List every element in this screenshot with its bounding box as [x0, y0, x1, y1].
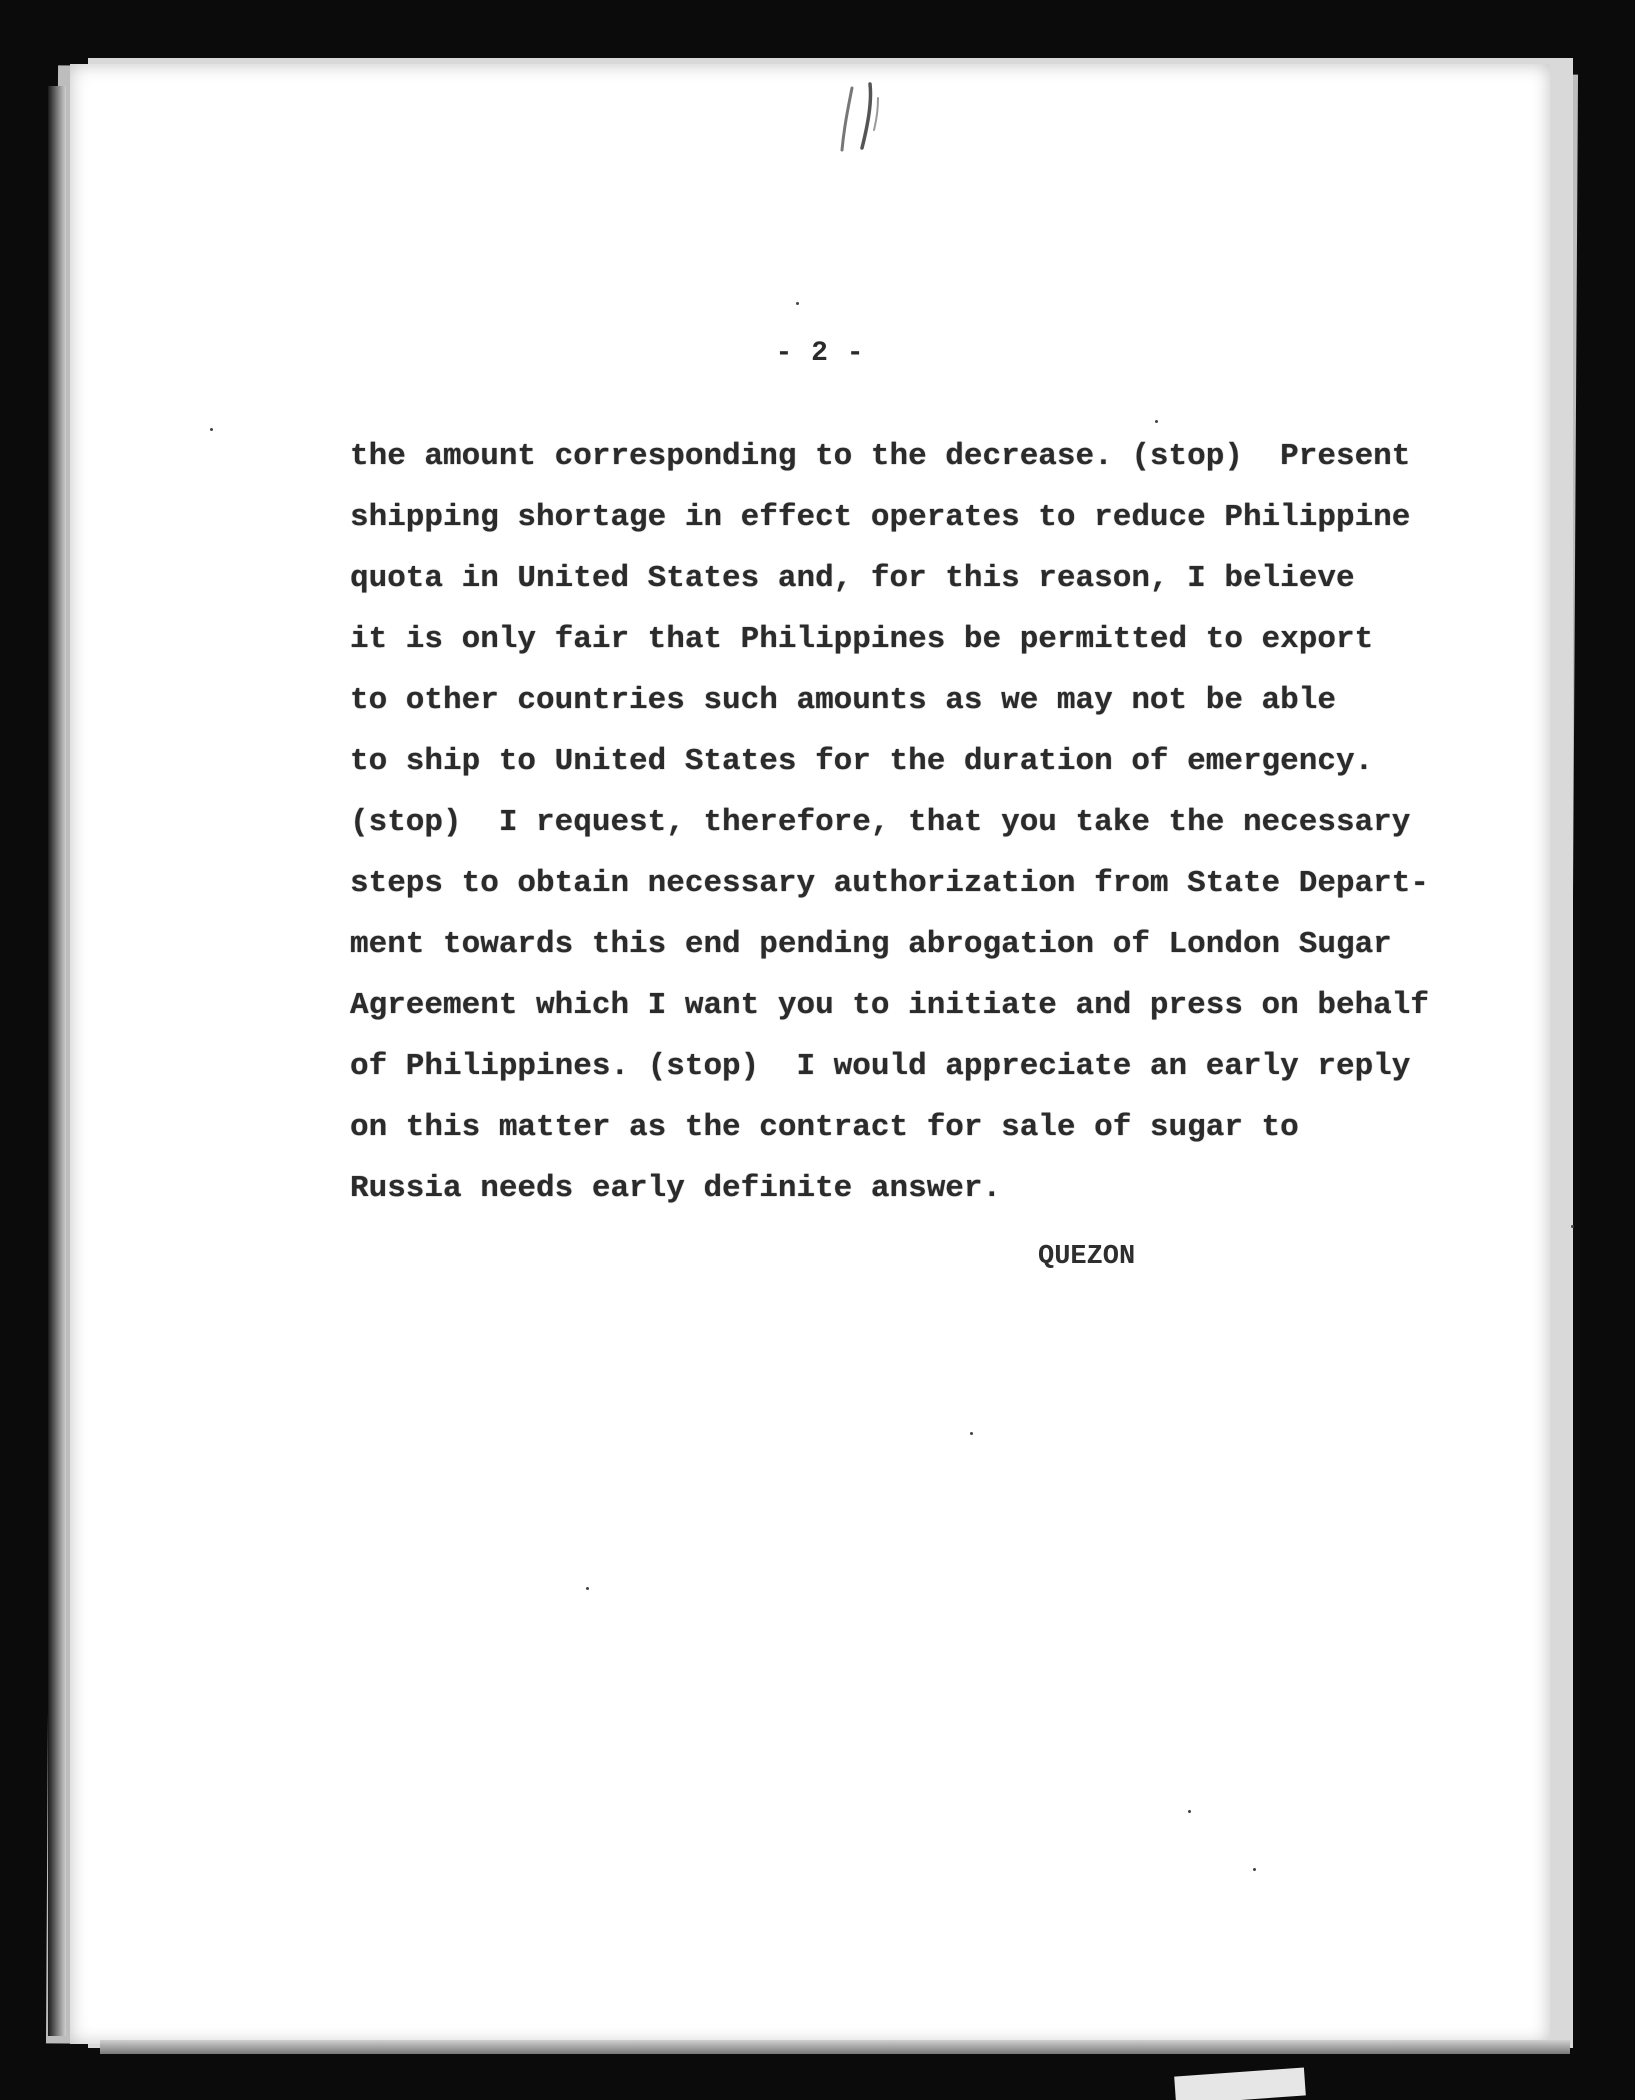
- body-line: on this matter as the contract for sale of sugar to: [350, 1110, 1299, 1145]
- body-line: Agreement which I want you to initiate and press on behalf: [350, 988, 1429, 1023]
- scan-speck: [1188, 1810, 1191, 1813]
- scan-speck: [970, 1432, 973, 1435]
- page-edge: [48, 86, 66, 2036]
- page-edge-bottom: [100, 2040, 1570, 2054]
- body-line: (stop) I request, therefore, that you take the necessary: [350, 805, 1411, 840]
- body-line: it is only fair that Philippines be permitted to export: [350, 622, 1374, 657]
- telegram-body: [350, 426, 1450, 1219]
- body-line: shipping shortage in effect operates to reduce Philippine: [350, 500, 1411, 535]
- scan-speck: [796, 302, 799, 305]
- body-line: the amount corresponding to the decrease. (stop) Present: [350, 439, 1411, 474]
- scan-speck: [1155, 420, 1158, 423]
- page-number: - 2 -: [775, 338, 865, 369]
- handwritten-mark: [838, 78, 898, 158]
- scan-speck: [586, 1587, 589, 1590]
- body-line: Russia needs early definite answer.: [350, 1171, 1002, 1206]
- body-line: quota in United States and, for this reason, I believe: [350, 561, 1355, 596]
- body-line: ment towards this end pending abrogation of London Sugar: [350, 927, 1392, 962]
- paper-scrap: [1174, 2068, 1306, 2100]
- body-line: of Philippines. (stop) I would appreciate an early reply: [350, 1049, 1411, 1084]
- scan-speck: [210, 428, 213, 431]
- body-line: steps to obtain necessary authorization from State Depart-: [350, 866, 1429, 901]
- scan-speck: [1253, 1868, 1256, 1871]
- scan-speck: [1571, 1225, 1574, 1228]
- body-line: to ship to United States for the duration of emergency.: [350, 744, 1374, 779]
- body-line: to other countries such amounts as we may not be able: [350, 683, 1336, 718]
- signature: QUEZON: [1038, 1242, 1136, 1272]
